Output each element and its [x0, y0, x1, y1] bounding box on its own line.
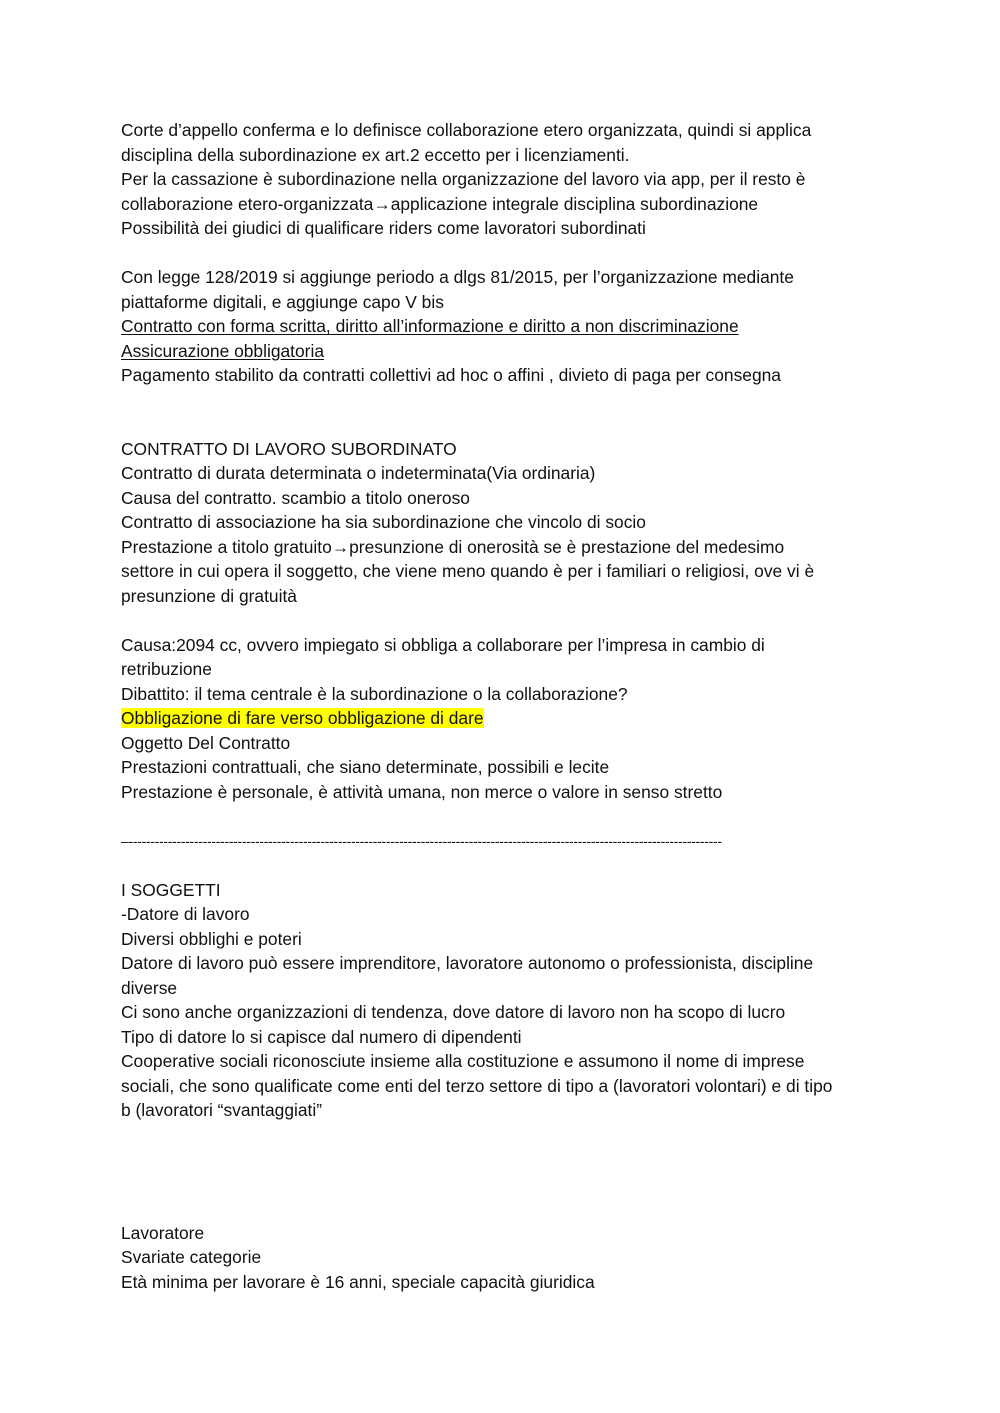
text-line: Con legge 128/2019 si aggiunge periodo a dlgs 81/2015, per l’organizzazione mediante [121, 267, 794, 287]
text-line: Corte d’appello conferma e lo definisce collaborazione etero organizzata, quindi si applica [121, 120, 812, 140]
underlined-text: Assicurazione obbligatoria [121, 340, 325, 361]
text-line: retribuzione [121, 659, 212, 679]
highlighted-text: Obbligazione di fare verso obbligazione di dare [121, 708, 484, 728]
text-line: Cooperative sociali riconosciute insieme alla costituzione e assumono il nome di imprese [121, 1051, 805, 1071]
text-line: Prestazione a titolo gratuito→presunzione di onerosità se è prestazione del medesimo [121, 536, 785, 557]
text-line: -Datore di lavoro [121, 904, 250, 924]
underlined-text: Contratto con forma scritta, diritto all’informazione e diritto a non discriminazione [121, 316, 739, 336]
text-line: Causa del contratto. scambio a titolo oneroso [121, 487, 470, 508]
text-line: Svariate categorie [121, 1247, 262, 1267]
section-heading: Lavoratore [121, 1222, 205, 1243]
text-line: settore in cui opera il soggetto, che viene meno quando è per i familiari o religiosi, ove vi è [121, 561, 815, 581]
text-line: Per la cassazione è subordinazione nella organizzazione del lavoro via app, per il resto è [121, 169, 806, 189]
blank-line [121, 1196, 891, 1221]
blank-line [121, 1147, 891, 1172]
text-line: Tipo di datore lo si capisce dal numero di dipendenti [121, 1026, 522, 1047]
text-line: Età minima per lavorare è 16 anni, speciale capacità giuridica [121, 1271, 595, 1292]
section-heading: I SOGGETTI [121, 879, 221, 900]
blank-line [121, 804, 891, 829]
blank-line [121, 1172, 891, 1197]
blank-line [121, 241, 891, 266]
text-line: Ci sono anche organizzazioni di tendenza, dove datore di lavoro non ha scopo di lucro [121, 1002, 786, 1022]
section-heading: CONTRATTO DI LAVORO SUBORDINATO [121, 438, 457, 459]
text-line: Dibattito: il tema centrale è la subordinazione o la collaborazione? [121, 683, 628, 704]
blank-line [121, 1123, 891, 1148]
text-line: Oggetto Del Contratto [121, 732, 291, 753]
text-line: Prestazioni contrattuali, che siano determinate, possibili e lecite [121, 757, 610, 777]
blank-line [121, 608, 891, 633]
text-line: presunzione di gratuità [121, 585, 297, 606]
blank-line [121, 412, 891, 437]
text-line: collaborazione etero-organizzata→applicazione integrale disciplina subordinazione [121, 193, 759, 214]
text-line: piattaforme digitali, e aggiunge capo V bis [121, 291, 444, 312]
text-line: Contratto di associazione ha sia subordinazione che vincolo di socio [121, 512, 646, 532]
text-line: Contratto di durata determinata o indeterminata(Via ordinaria) [121, 463, 596, 483]
text-line: diverse [121, 977, 178, 998]
text-line: Pagamento stabilito da contratti collettivi ad hoc o affini , divieto di paga per consegna [121, 365, 781, 385]
text-line: Diversi obblighi e poteri [121, 928, 302, 949]
text-line: sociali, che sono qualificate come enti del terzo settore di tipo a (lavoratori volontari) e di tipo [121, 1075, 833, 1096]
text-line: Possibilità dei giudici di qualificare riders come lavoratori subordinati [121, 218, 646, 238]
blank-line [121, 388, 891, 413]
text-line: b (lavoratori “svantaggiati” [121, 1100, 323, 1120]
text-line: Prestazione è personale, è attività umana, non merce o valore in senso stretto [121, 781, 723, 802]
document-page [121, 118, 891, 1294]
dashed-separator: –---------------------------------------------------------------------------------------------------------------------------------------- [121, 832, 722, 849]
text-line: Datore di lavoro può essere imprenditore, lavoratore autonomo o professionista, discipline [121, 953, 814, 973]
text-line: Causa:2094 cc, ovvero impiegato si obbliga a collaborare per l’impresa in cambio di [121, 634, 765, 655]
blank-line [121, 853, 891, 878]
text-line: disciplina della subordinazione ex art.2 eccetto per i licenziamenti. [121, 144, 630, 165]
